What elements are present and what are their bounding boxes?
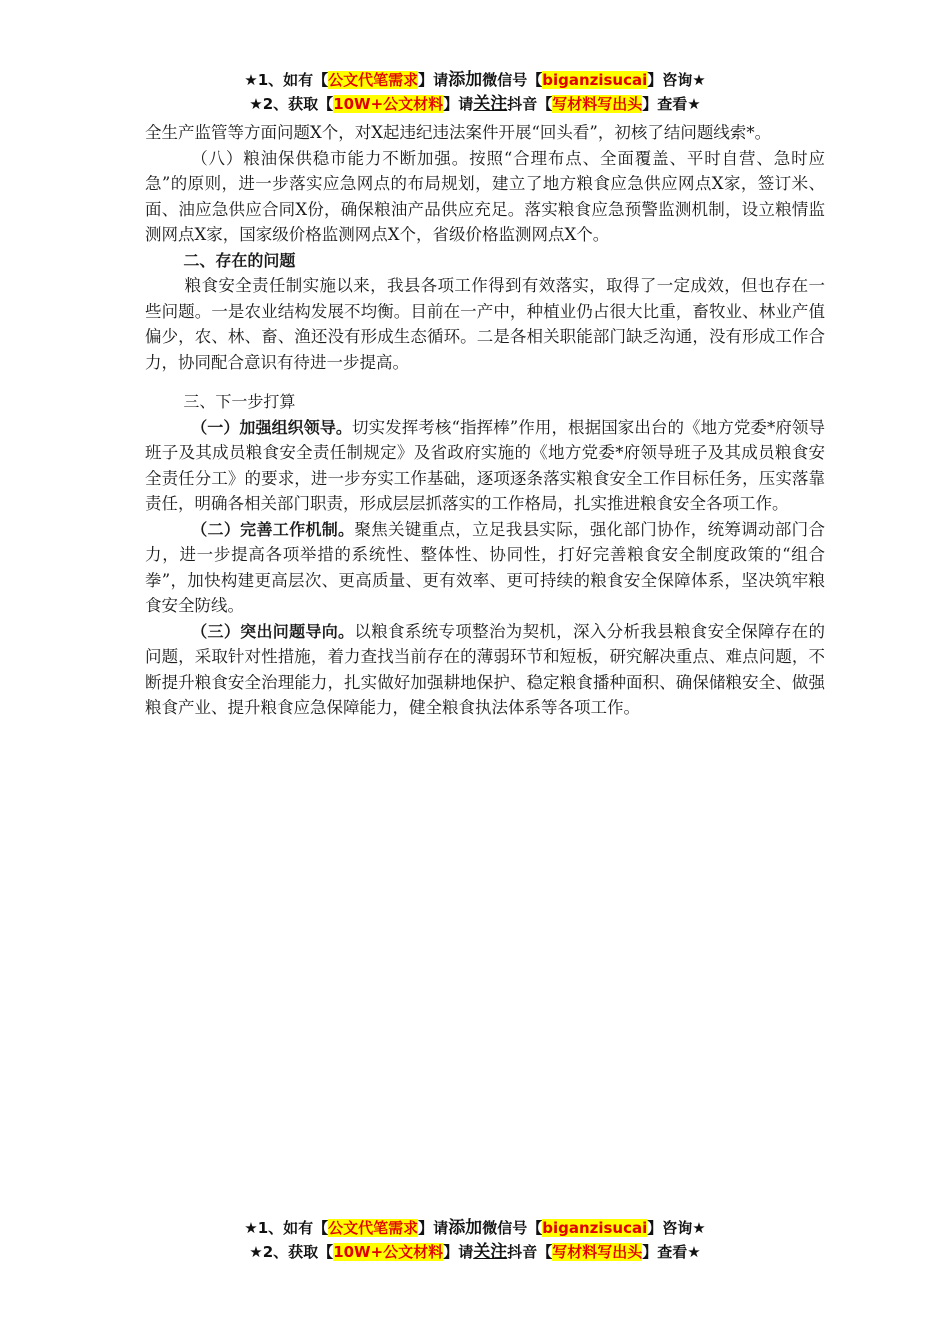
highlight-douyin: 写材料写出头: [552, 95, 643, 113]
document-body: [145, 120, 825, 721]
banner-line-2: ★2、获取【10W+公文材料】请关注抖音【写材料写出头】查看★: [249, 94, 701, 114]
item-problem-orientation: （三）突出问题导向。以粮食系统专项整治为契机，深入分析我县粮食安全保障存在的问题，采取针对性措施，着力查找当前存在的薄弱环节和短板，研究解决重点、难点问题，不断提升粮食安全治理能力，扎实做好加强耕地保护、稳定粮食播种面积、确保储粮安全、做强粮食产业、提升粮食应急保障能力，健全粮食执法体系等各项工作。: [145, 621, 825, 717]
banner-line-1: ★1、如有【公文代笔需求】请添加微信号【biganzisucai】咨询★: [244, 70, 706, 90]
highlight-wechat-id: biganzisucai: [542, 71, 648, 89]
highlight-materials: 10W+公文材料: [333, 1243, 444, 1261]
section-heading-problems: 二、存在的问题: [183, 250, 296, 270]
footer-banner: [0, 1216, 950, 1264]
highlight-materials: 10W+公文材料: [333, 95, 444, 113]
highlight-wechat-id: biganzisucai: [542, 1219, 648, 1237]
highlight-service: 公文代笔需求: [328, 71, 419, 89]
paragraph-continued: 全生产监管等方面问题X个，对X起违纪违法案件开展“回头看”，初核了结问题线索*。: [145, 123, 772, 142]
highlight-service: 公文代笔需求: [328, 1219, 419, 1237]
paragraph-grain-supply: （八）粮油保供稳市能力不断加强。按照“合理布点、全面覆盖、平时自营、急时应急”的原则，进一步落实应急网点的布局规划，建立了地方粮食应急供应网点X家，签订米、面、油应急供应合同X份，确保粮油产品供应充足。落实粮食应急预警监测机制，设立粮情监测网点X家，国家级价格监测网点X个，省级价格监测网点X个。: [145, 148, 825, 244]
section-heading-next-steps: 三、下一步打算: [183, 392, 296, 411]
banner-line-1: ★1、如有【公文代笔需求】请添加微信号【biganzisucai】咨询★: [244, 1218, 706, 1238]
banner-line-2: ★2、获取【10W+公文材料】请关注抖音【写材料写出头】查看★: [249, 1242, 701, 1262]
item-improve-mechanism: （二）完善工作机制。聚焦关键重点，立足我县实际，强化部门协作，统筹调动部门合力，进一步提高各项举措的系统性、整体性、协同性，打好完善粮食安全制度政策的“组合拳”，加快构建更高层次、更高质量、更有效率、更可持续的粮食安全保障体系，坚决筑牢粮食安全防线。: [145, 519, 825, 615]
item-strengthen-leadership: （一）加强组织领导。切实发挥考核“指挥棒”作用，根据国家出台的《地方党委*府领导班子及其成员粮食安全责任制规定》及省政府实施的《地方党委*府领导班子及其成员粮食安全责任分工》的要求，进一步夯实工作基础，逐项逐条落实粮食安全工作目标任务，压实落靠责任，明确各相关部门职责，形成层层抓落实的工作格局，扎实推进粮食安全各项工作。: [145, 417, 825, 513]
paragraph-problems: 粮食安全责任制实施以来，我县各项工作得到有效落实，取得了一定成效，但也存在一些问题。一是农业结构发展不均衡。目前在一产中，种植业仍占很大比重，畜牧业、林业产值偏少，农、林、畜、渔还没有形成生态循环。二是各相关职能部门缺乏沟通，没有形成工作合力，协同配合意识有待进一步提高。: [145, 276, 825, 372]
highlight-douyin: 写材料写出头: [552, 1243, 643, 1261]
header-banner: [0, 68, 950, 116]
